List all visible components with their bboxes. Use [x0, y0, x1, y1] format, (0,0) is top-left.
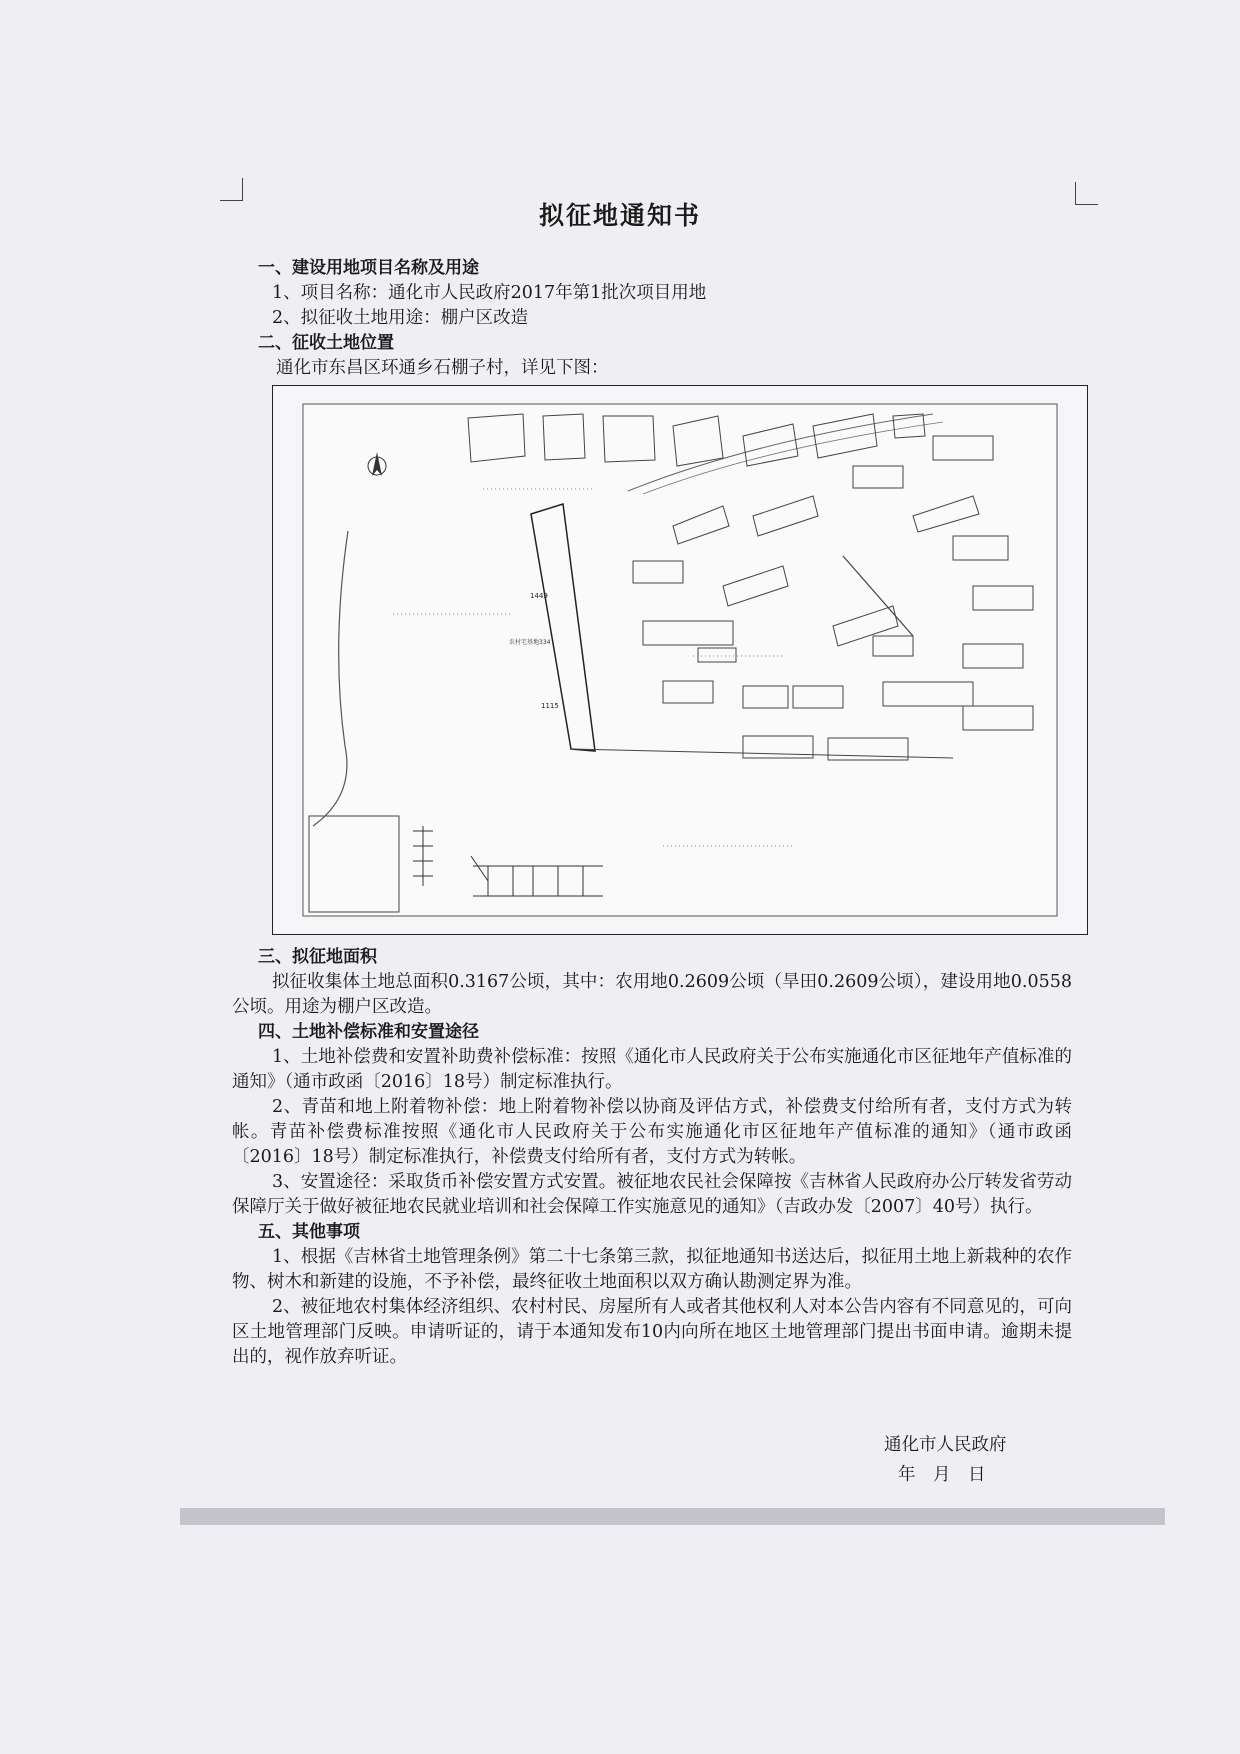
- map-label-1115: 1115: [541, 702, 559, 710]
- map-label-1449: 1449: [530, 592, 548, 600]
- document-body: [232, 256, 1072, 1370]
- section3-heading: 三、拟征地面积: [258, 947, 377, 967]
- compensation-paragraph-2: 2、青苗和地上附着物补偿：地上附着物补偿以协商及评估方式，补偿费支付给所有者，支付方式为转帐。青苗补偿费标准按照《通化市人民政府关于公布实施通化市区征地年产值标准的通知》（通市政函〔2016〕18号）制定标准执行，补偿费支付给所有者，支付方式为转帐。: [232, 1097, 1072, 1167]
- compensation-paragraph-1: 1、土地补偿费和安置补助费补偿标准：按照《通化市人民政府关于公布实施通化市区征地年产值标准的通知》（通市政函〔2016〕18号）制定标准执行。: [232, 1047, 1072, 1092]
- map-label-homestead: 农村宅基地334: [509, 639, 551, 646]
- location-text: 通化市东昌区环通乡石棚子村，详见下图：: [276, 358, 609, 378]
- compensation-paragraph-3: 3、安置途径：采取货币补偿安置方式安置。被征地农民社会保障按《吉林省人民政府办公厅转发省劳动保障厅关于做好被征地农民就业培训和社会保障工作实施意见的通知》（吉政办发〔2007〕40号）执行。: [232, 1172, 1072, 1217]
- land-use-line: 2、拟征收土地用途：棚户区改造: [272, 308, 529, 328]
- site-map: [272, 385, 1088, 935]
- project-name-line: 1、项目名称：通化市人民政府2017年第1批次项目用地: [272, 283, 707, 303]
- other-paragraph-2: 2、被征地农村集体经济组织、农村村民、房屋所有人或者其他权利人对本公告内容有不同意见的，可向区土地管理部门反映。申请听证的，请于本通知发布10内向所在地区土地管理部门提出书面申请。逾期未提出的，视作放弃听证。: [232, 1297, 1072, 1367]
- section4-heading: 四、土地补偿标准和安置途径: [258, 1022, 479, 1042]
- footer-bar: [180, 1508, 1165, 1525]
- section5-heading: 五、其他事项: [258, 1222, 360, 1242]
- area-paragraph: 拟征收集体土地总面积0.3167公顷，其中：农用地0.2609公顷（旱田0.2609公顷），建设用地0.0558公顷。用途为棚户区改造。: [232, 972, 1072, 1017]
- signature-date: 年 月 日: [898, 1465, 986, 1485]
- signature-org: 通化市人民政府: [884, 1435, 1007, 1455]
- site-map-drawing: [273, 386, 1087, 934]
- section2-heading: 二、征收土地位置: [258, 333, 394, 353]
- document-title: 拟征地通知书: [538, 201, 701, 230]
- other-paragraph-1: 1、根据《吉林省土地管理条例》第二十七条第三款，拟征地通知书送达后，拟征用土地上新栽种的农作物、树木和新建的设施，不予补偿，最终征收土地面积以双方确认勘测定界为准。: [232, 1247, 1072, 1292]
- section1-heading: 一、建设用地项目名称及用途: [258, 258, 479, 278]
- signature-block: [884, 1430, 1007, 1490]
